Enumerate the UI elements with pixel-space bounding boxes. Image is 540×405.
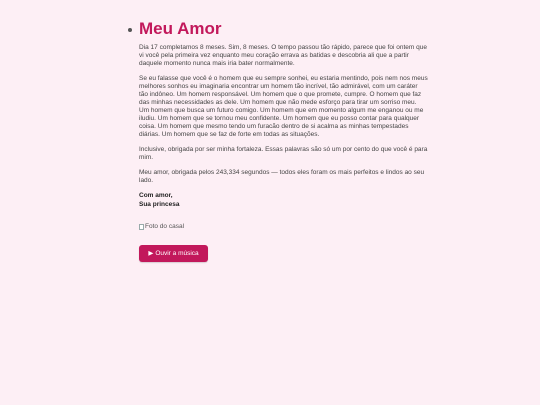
paragraph-4: Meu amor, obrigada pelos 243,334 segundos — todos eles foram os mais perfeitos e lindos ao seu lado.: [139, 169, 425, 184]
paragraph-3: Inclusive, obrigada por ser minha fortaleza. Essas palavras são só um por cento do que você é para mim.: [139, 146, 428, 161]
main-content: [128, 14, 428, 262]
signature-line-1: Com amor,: [139, 192, 173, 199]
photo-alt-text: Foto do casal: [145, 223, 185, 230]
paragraph-1: Dia 17 completamos 8 meses. Sim, 8 meses. O tempo passou tão rápido, parece que foi ontem que vi você pela primeira vez enquanto meu coração errava as batidas e descobria ali que a partir daquele momento nunca mais iria bater normalmente.: [139, 44, 427, 67]
signature-line-2: Sua princesa: [139, 200, 180, 208]
play-icon: ▶: [148, 249, 154, 257]
broken-image-icon: [139, 224, 144, 230]
play-music-label: Ouvir a música: [155, 249, 199, 257]
bullet-icon: [128, 28, 132, 32]
letter-body: [139, 44, 428, 262]
title-row: [128, 14, 428, 44]
signature: [139, 192, 428, 209]
paragraph-2: Se eu falasse que você é o homem que eu sempre sonhei, eu estaria mentindo, pois nem nos meus melhores sonhos eu imaginaria encontrar um homem tão incrível, tão admirável, com um caráter tão indôneo. Um homem responsável. Um homem que o que promete, cumpre. O homem que faz das minhas necessidades as dele. Um homem que não mede esforço para tirar um sorriso meu. Um homem que busca um futuro comigo. Um homem que em momento algum me enganou ou me iludiu. Um homem que se tornou meu confidente. Um homem que eu posso contar para qualquer coisa. Um homem que mesmo tendo um furacão dentro de si acalma as minhas tempestades diárias. Um homem que se faz de forte em todas as situações.: [139, 75, 428, 138]
couple-photo: [139, 223, 428, 231]
page-title: Meu Amor: [139, 19, 222, 38]
play-music-button[interactable]: [139, 245, 208, 262]
